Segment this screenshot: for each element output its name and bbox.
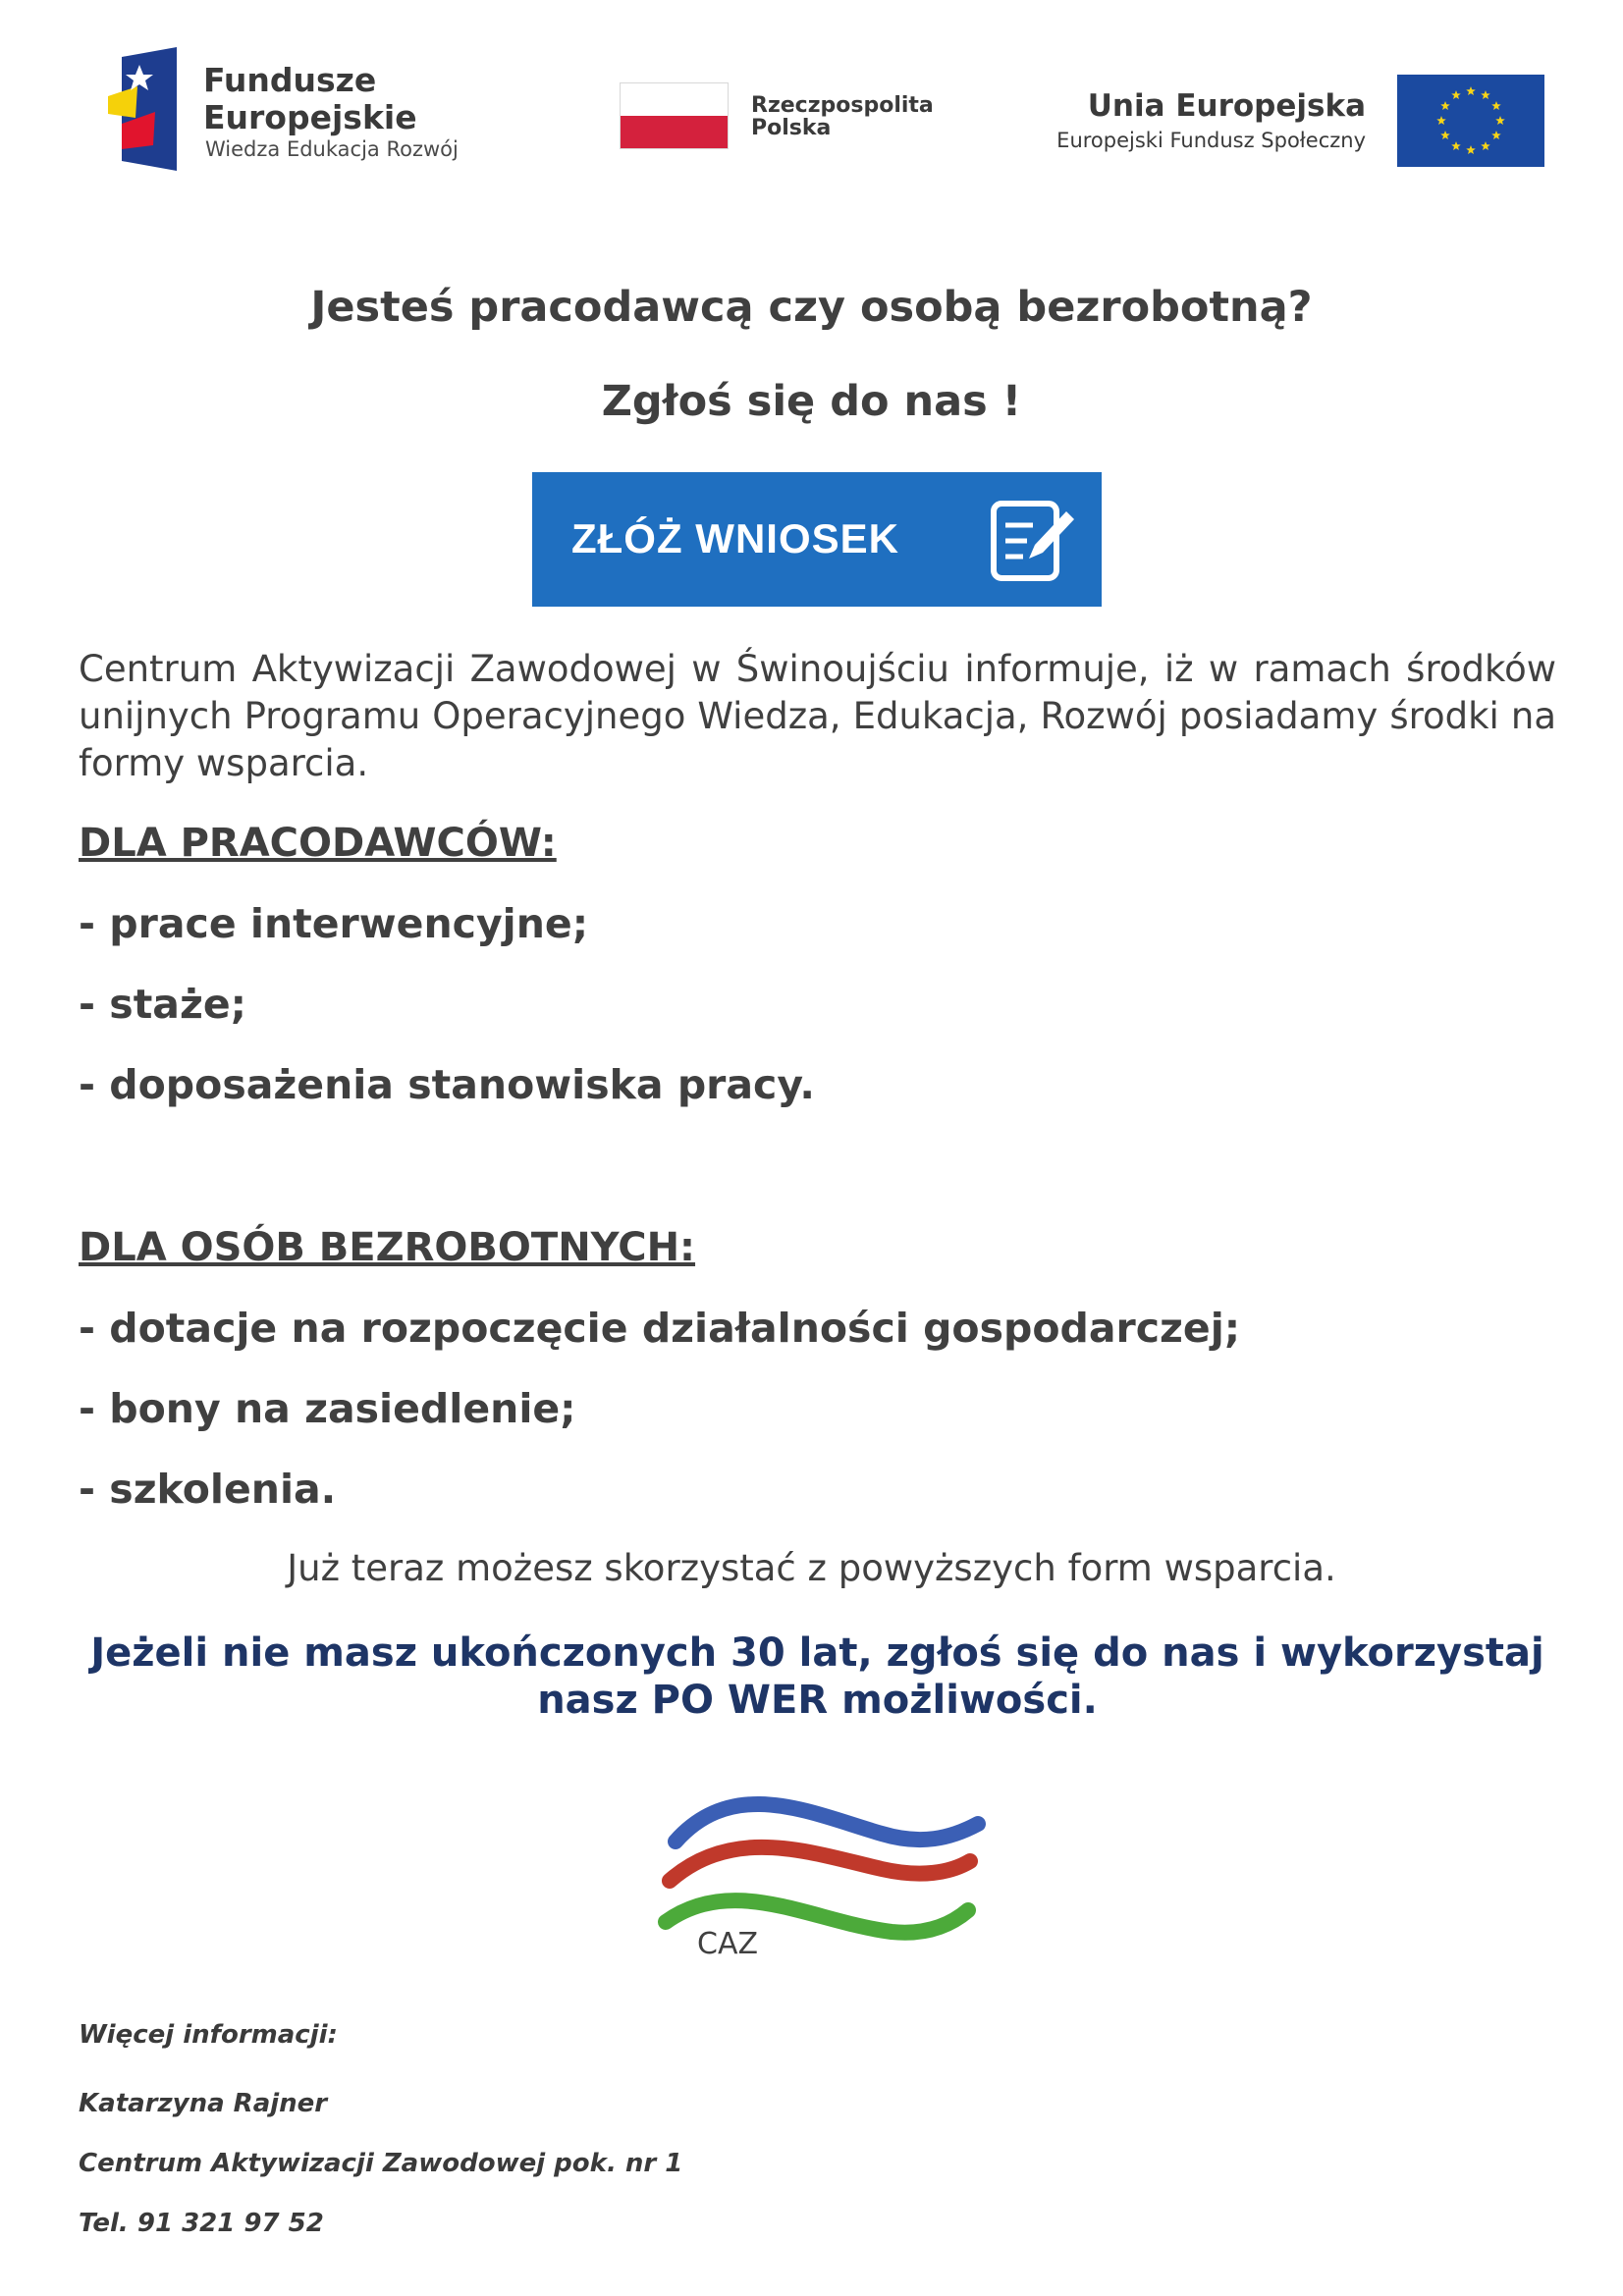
contact-name: Katarzyna Rajner [79,2089,328,2118]
apply-button[interactable] [532,472,1102,607]
fundusze-title-line2: Europejskie [203,98,417,136]
fundusze-europejskie-logo [108,47,177,171]
employers-item: - staże; [79,981,247,1028]
poland-flag-icon [620,82,729,149]
employers-heading: DLA PRACODAWCÓW: [79,821,557,866]
caz-logo [656,1785,990,1961]
unemployed-item: - szkolenia. [79,1466,337,1513]
intro-paragraph: Centrum Aktywizacji Zawodowej w Świnoujściu informuje, iż w ramach środków unijnych Programu Operacyjnego Wiedza, Edukacja, Rozwój posiadamy środki na formy wsparcia. [79,648,1556,784]
unemployed-heading: DLA OSÓB BEZROBOTNYCH: [79,1225,696,1270]
headline-question: Jesteś pracodawcą czy osobą bezrobotną? [310,283,1313,332]
young-text-line1: Jeżeli nie masz ukończonych 30 lat, zgłoś się do nas i wykorzystaj [90,1630,1544,1676]
young-text-line2: nasz PO WER możliwości. [537,1678,1098,1723]
rzeczpospolita-line1: Rzeczpospolita [751,93,934,118]
young-text [79,1629,1556,1724]
now-text: Już teraz możesz skorzystać z powyższych form wsparcia. [287,1547,1336,1589]
form-edit-icon [984,494,1078,588]
contact-place: Centrum Aktywizacji Zawodowej pok. nr 1 [79,2149,683,2178]
fundusze-title-line1: Fundusze [203,61,377,99]
eu-flag-icon [1397,75,1544,167]
apply-button-label: ZŁÓŻ WNIOSEK [571,515,899,561]
unemployed-item: - dotacje na rozpoczęcie działalności gospodarczej; [79,1305,1241,1352]
employers-item: - doposażenia stanowiska pracy. [79,1061,815,1108]
unia-title: Unia Europejska [1087,88,1366,124]
employers-item: - prace interwencyjne; [79,900,589,947]
headline-call: Zgłoś się do nas ! [601,377,1022,426]
contact-heading: Więcej informacji: [79,2020,338,2050]
rzeczpospolita-line2: Polska [751,116,832,140]
caz-logo-text: CAZ [697,1927,759,1961]
unia-subtitle: Europejski Fundusz Społeczny [1056,129,1366,152]
unemployed-item: - bony na zasiedlenie; [79,1385,576,1432]
fundusze-subtitle: Wiedza Edukacja Rozwój [205,137,459,161]
contact-phone: Tel. 91 321 97 52 [79,2209,324,2238]
